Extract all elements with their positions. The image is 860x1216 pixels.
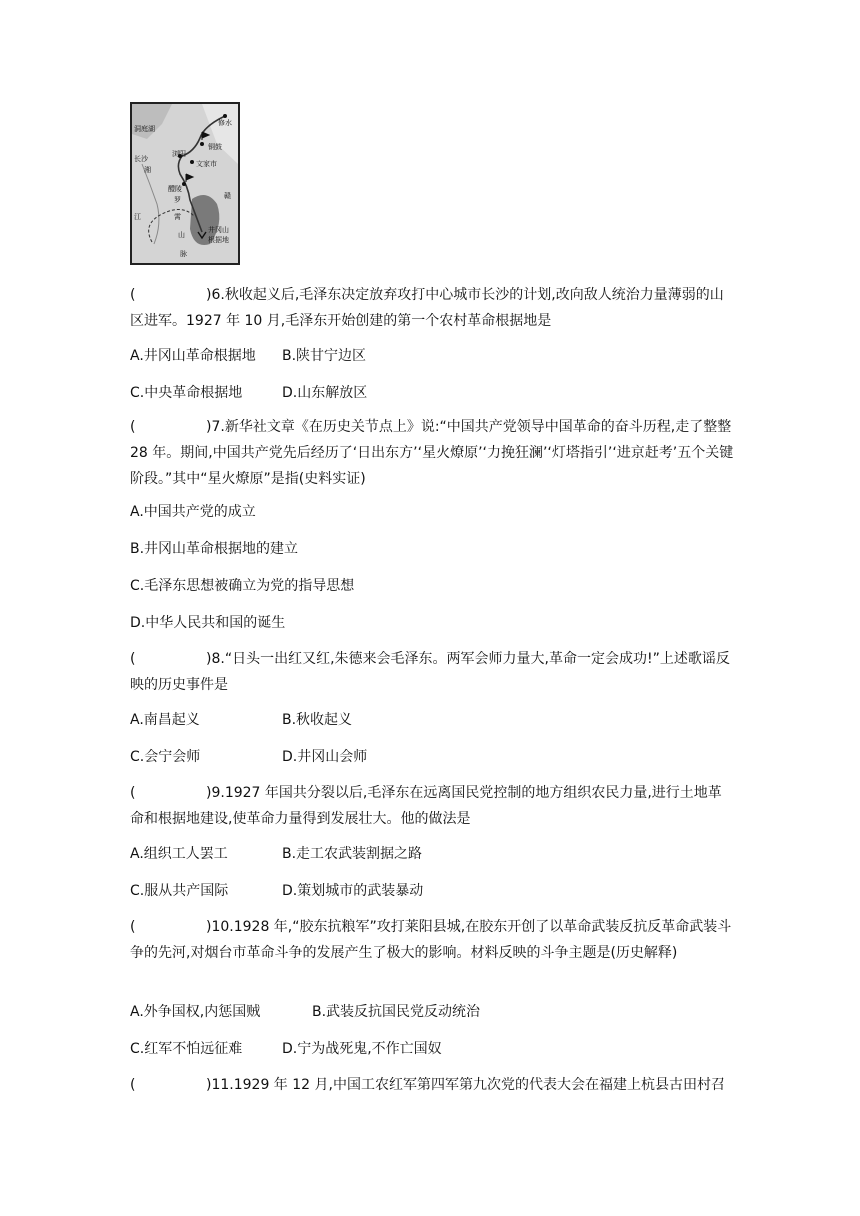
city-dot-icon bbox=[223, 114, 227, 118]
label-jiang: 江 bbox=[134, 213, 141, 221]
label-gan: 赣 bbox=[224, 192, 231, 200]
city-dot-icon bbox=[200, 142, 204, 146]
question-text: )7.新华社文章《在历史关节点上》说:“中国共产党领导中国革命的奋斗历程,走了整整 28 年。期间,中国共产党先后经历了‘日出东方’‘星火燎原’‘力挽狂澜’‘灯塔指引’‘进京赶考’五个关键阶段。”其中“星火燎原”是指(史料实证) bbox=[130, 419, 734, 487]
label-liling: 醴陵 bbox=[168, 185, 182, 193]
question-text: )9.1927 年国共分裂以后,毛泽东在远离国民党控制的地方组织农民力量,进行土地革命和根据地建设,使革命力量得到发展壮大。他的做法是 bbox=[130, 785, 722, 827]
option-a: A.井冈山革命根据地 bbox=[130, 348, 256, 364]
route-map-figure bbox=[130, 102, 240, 265]
option-b: B.秋收起义 bbox=[282, 712, 353, 728]
option-c: C.红军不怕远征难 bbox=[130, 1041, 243, 1057]
option-a: A.组织工人罢工 bbox=[130, 846, 228, 862]
option-c: C.服从共产国际 bbox=[130, 883, 229, 899]
question-9 bbox=[130, 780, 734, 832]
label-shan: 山 bbox=[178, 231, 185, 239]
option-a: A.南昌起义 bbox=[130, 712, 200, 728]
option-c: C.会宁会师 bbox=[130, 749, 201, 765]
option-b: B.陕甘宁边区 bbox=[282, 348, 367, 364]
question-11 bbox=[130, 1072, 734, 1098]
city-dot-icon bbox=[190, 160, 194, 164]
option-d: D.中华人民共和国的诞生 bbox=[130, 615, 286, 631]
option-b: B.走工农武装割据之路 bbox=[282, 846, 423, 862]
option-d: D.策划城市的武装暴动 bbox=[282, 883, 424, 899]
question-text: )10.1928 年,“胶东抗粮军”攻打莱阳县城,在胶东开创了以革命武装反抗反革命武装斗争的先河,对烟台市革命斗争的发展产生了极大的影响。材料反映的斗争主题是(历史解释) bbox=[130, 919, 732, 961]
answer-blank[interactable]: ( bbox=[130, 419, 136, 435]
option-a: A.中国共产党的成立 bbox=[130, 504, 256, 520]
option-c: C.中央革命根据地 bbox=[130, 385, 243, 401]
question-text: )6.秋收起义后,毛泽东决定放弃攻打中心城市长沙的计划,改向敌人统治力量薄弱的山区进军。1927 年 10 月,毛泽东开始创建的第一个农村革命根据地是 bbox=[130, 287, 724, 329]
label-base: 根据地 bbox=[208, 236, 229, 244]
question-7 bbox=[130, 414, 734, 492]
question-text: )8.“日头一出红又红,朱德来会毛泽东。两军会师力量大,革命一定会成功!”上述歌谣反映的历史事件是 bbox=[130, 651, 730, 693]
answer-blank[interactable]: ( bbox=[130, 287, 136, 303]
label-xiao: 霄 bbox=[174, 213, 181, 221]
label-changsha: 长沙 bbox=[134, 155, 148, 163]
option-d: D.井冈山会师 bbox=[282, 749, 368, 765]
option-d: D.山东解放区 bbox=[282, 385, 368, 401]
question-10 bbox=[130, 914, 734, 966]
answer-blank[interactable]: ( bbox=[130, 919, 136, 935]
label-xiushui: 修水 bbox=[218, 119, 232, 127]
option-d: D.宁为战死鬼,不作亡国奴 bbox=[282, 1041, 442, 1057]
question-text: )11.1929 年 12 月,中国工农红军第四军第九次党的代表大会在福建上杭县古田村召 bbox=[206, 1077, 725, 1093]
city-dot-icon bbox=[182, 182, 186, 186]
option-b: B.井冈山革命根据地的建立 bbox=[130, 541, 299, 557]
question-8 bbox=[130, 646, 734, 698]
route-map bbox=[132, 104, 238, 263]
label-dongting: 洞庭湖 bbox=[134, 125, 155, 133]
answer-blank[interactable]: ( bbox=[130, 651, 136, 667]
answer-blank[interactable]: ( bbox=[130, 1077, 136, 1093]
label-tonggu: 铜鼓 bbox=[208, 143, 222, 151]
option-a: A.外争国权,内惩国贼 bbox=[130, 1004, 261, 1020]
label-liuyang: 浏阳 bbox=[172, 150, 186, 158]
question-6 bbox=[130, 282, 734, 334]
label-luo: 罗 bbox=[174, 196, 181, 204]
label-jinggangshan: 井冈山 bbox=[208, 226, 229, 234]
label-xiang: 湘 bbox=[144, 166, 151, 174]
label-mai: 脉 bbox=[180, 250, 187, 258]
label-wenjiashi: 文家市 bbox=[196, 160, 217, 168]
option-b: B.武装反抗国民党反动统治 bbox=[312, 1004, 481, 1020]
option-c: C.毛泽东思想被确立为党的指导思想 bbox=[130, 578, 355, 594]
answer-blank[interactable]: ( bbox=[130, 785, 136, 801]
